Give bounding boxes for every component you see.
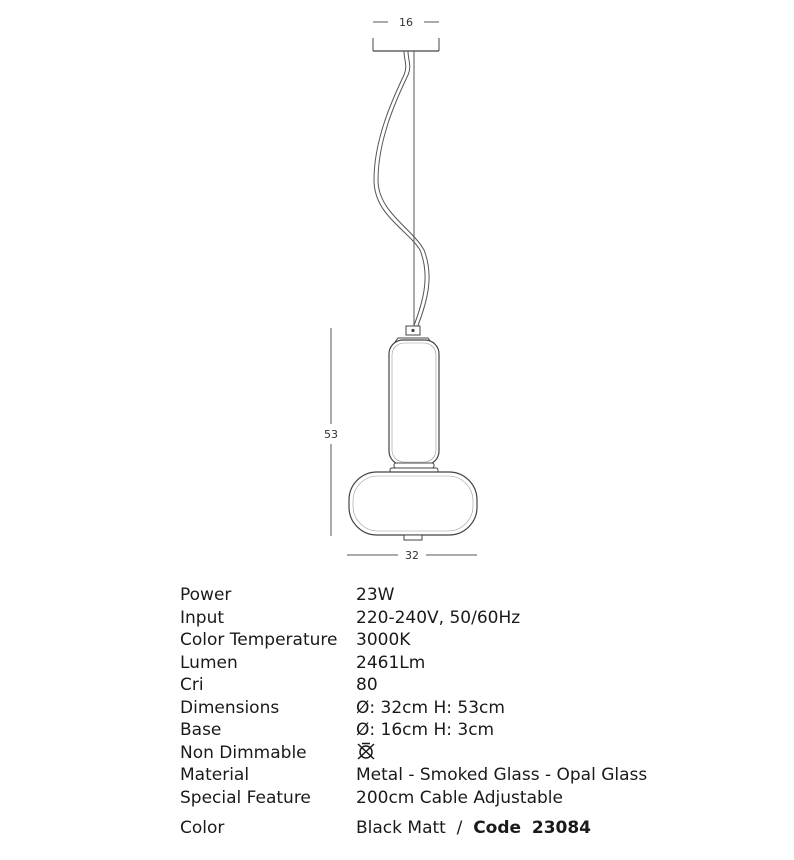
spec-label: Material — [180, 765, 250, 785]
dimension-top — [373, 16, 439, 29]
spec-value — [356, 719, 494, 742]
spec-row-color — [180, 817, 740, 840]
upper-glass — [389, 340, 439, 465]
product-code-label: Code — [473, 818, 522, 838]
spec-row-lumen — [180, 652, 740, 675]
spec-row-non-dimmable — [180, 742, 740, 765]
color-value: Black Matt — [356, 818, 446, 838]
dimension-side-label: 53 — [324, 428, 338, 441]
spec-label: Input — [180, 607, 225, 628]
spec-value — [356, 742, 376, 765]
spec-label: Power — [180, 585, 232, 605]
spec-row-cri — [180, 674, 740, 697]
spec-row-special-feature — [180, 787, 740, 810]
dimension-side — [324, 328, 338, 536]
spec-row-material — [180, 764, 740, 787]
diameter-symbol: Ø — [356, 720, 370, 740]
spec-table — [180, 584, 740, 840]
spec-row-input — [180, 607, 740, 630]
spec-value: 220-240V, 50/60Hz — [356, 607, 521, 628]
connector — [406, 326, 420, 335]
dimension-bottom — [347, 549, 477, 562]
spec-value: 2461Lm — [356, 652, 426, 673]
spec-value: 23W — [356, 585, 395, 605]
dimensions-text: : 32cm H: 53cm — [369, 697, 505, 718]
spec-value — [356, 697, 505, 720]
dimension-bottom-label: 32 — [405, 549, 419, 562]
spec-label: Color — [180, 818, 225, 838]
diameter-symbol: Ø — [356, 697, 370, 718]
spec-value: 3000K — [356, 630, 411, 650]
spec-label: Cri — [180, 675, 204, 695]
spec-label: Color Temperature — [180, 630, 338, 650]
bottom-nub — [404, 535, 422, 540]
spec-label: Non Dimmable — [180, 742, 307, 763]
spec-label: Dimensions — [180, 697, 280, 718]
non-dimmable-icon — [356, 742, 376, 760]
color-separator: / — [456, 818, 463, 838]
lower-glass — [349, 472, 477, 535]
canopy — [373, 38, 439, 51]
spec-label: Base — [180, 720, 222, 740]
spec-row-dimensions — [180, 697, 740, 720]
base-text: : 16cm H: 3cm — [369, 720, 495, 740]
spec-value: 80 — [356, 675, 378, 695]
product-code: 23084 — [531, 818, 592, 838]
spec-row-base — [180, 719, 740, 742]
spec-value: 200cm Cable Adjustable — [356, 787, 563, 808]
spec-label: Special Feature — [180, 787, 311, 808]
dimension-top-label: 16 — [399, 16, 413, 29]
spec-row-color-temperature — [180, 629, 740, 652]
spec-value — [356, 817, 591, 840]
power-cable — [374, 51, 429, 328]
spec-label: Lumen — [180, 652, 238, 673]
spec-row-power — [180, 584, 740, 607]
spec-value: Metal - Smoked Glass - Opal Glass — [356, 765, 648, 785]
